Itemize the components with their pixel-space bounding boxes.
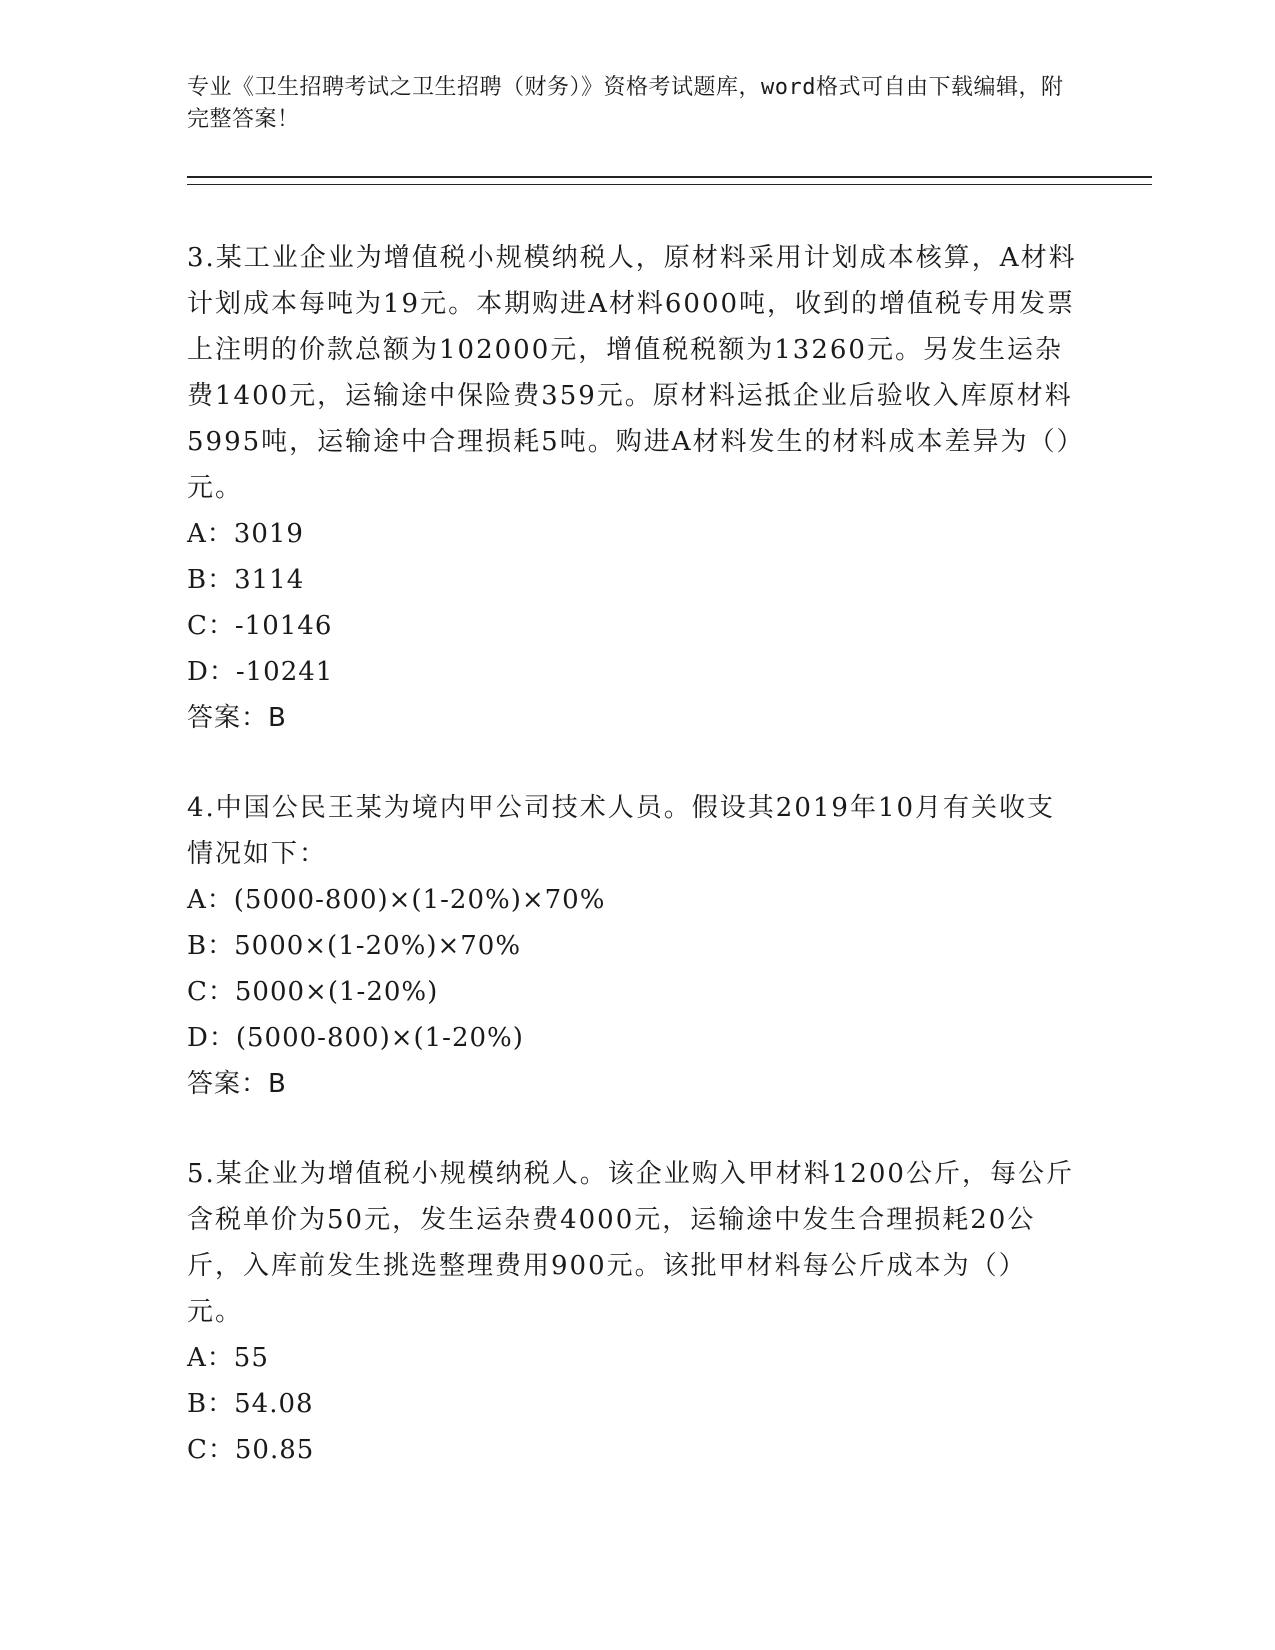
option-b: B：5000×(1-20%)×70%	[187, 931, 522, 961]
question-stem: 3.某工业企业为增值税小规模纳税人，原材料采用计划成本核算，A材料计划成本每吨为19元。本期购进A材料6000吨，收到的增值税专用发票上注明的价款总额为102000元，增值税税额为13260元。另发生运杂费1400元，运输途中保险费359元。原材料运抵企业后验收入库原材料5995吨，运输途中合理损耗5吨。购进A材料发生的材料成本差异为（）元。	[187, 243, 1077, 503]
option-c: C：-10146	[187, 611, 333, 641]
question-stem: 4.中国公民王某为境内甲公司技术人员。假设其2019年10月有关收支情况如下：	[187, 793, 1056, 869]
header-divider	[187, 176, 1152, 185]
question-4	[187, 785, 1147, 1107]
question-stem: 5.某企业为增值税小规模纳税人。该企业购入甲材料1200公斤，每公斤含税单价为50元，发生运杂费4000元，运输途中发生合理损耗20公斤，入库前发生挑选整理费用900元。该批甲材料每公斤成本为（）元。	[187, 1159, 1074, 1327]
question-5	[187, 1151, 1147, 1473]
option-c: C：5000×(1-20%)	[187, 977, 439, 1007]
option-b: B：3114	[187, 565, 305, 595]
option-a: A：3019	[187, 519, 304, 549]
question-3	[187, 235, 1147, 741]
option-d: D：-10241	[187, 657, 334, 687]
option-c: C：50.85	[187, 1435, 315, 1465]
option-a: A：(5000-800)×(1-20%)×70%	[187, 885, 606, 915]
option-b: B：54.08	[187, 1389, 314, 1419]
option-d: D：(5000-800)×(1-20%)	[187, 1023, 524, 1053]
answer-line: 答案：B	[187, 703, 287, 733]
answer-line: 答案：B	[187, 1069, 287, 1099]
document-page	[187, 72, 1147, 1473]
document-header: 专业《卫生招聘考试之卫生招聘（财务）》资格考试题库，word格式可自由下载编辑，附完整答案！	[187, 75, 1064, 132]
option-a: A：55	[187, 1343, 269, 1373]
